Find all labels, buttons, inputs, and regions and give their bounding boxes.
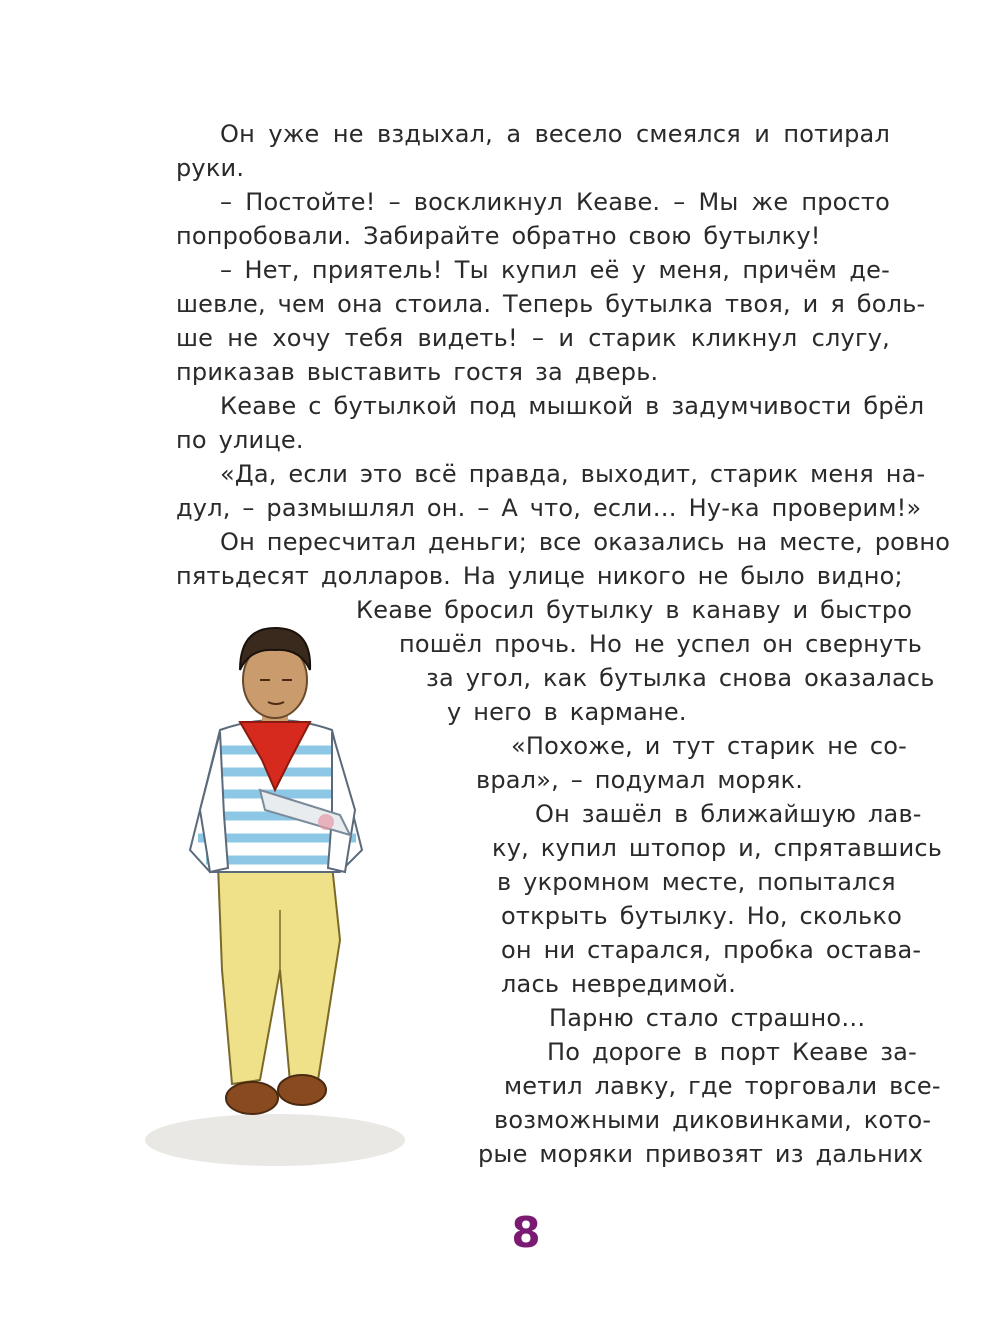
text-line: «Да, если это всё правда, выходит, старик меня на- xyxy=(220,460,926,488)
text-line: ку, купил штопор и, спрятавшись xyxy=(492,834,943,862)
text-line: попробовали. Забирайте обратно свою бутылку! xyxy=(176,222,821,250)
text-line: руки. xyxy=(176,154,245,182)
text-line: он ни старался, пробка остава- xyxy=(501,936,922,964)
text-line: Он пересчитал деньги; все оказались на месте, ровно xyxy=(220,528,951,556)
text-line: – Нет, приятель! Ты купил её у меня, причём де- xyxy=(220,256,890,284)
text-line: врал», – подумал моряк. xyxy=(476,766,804,794)
text-line: Кеаве с бутылкой под мышкой в задумчивости брёл xyxy=(220,392,925,420)
text-line: за угол, как бутылка снова оказалась xyxy=(426,664,935,692)
text-line: дул, – размышлял он. – А что, если… Ну-ка проверим!» xyxy=(176,494,922,522)
text-line: ше не хочу тебя видеть! – и старик кликнул слугу, xyxy=(176,324,890,352)
text-line: Он уже не вздыхал, а весело смеялся и потирал xyxy=(220,120,890,148)
page-number: 8 xyxy=(511,1208,541,1257)
text-line: у него в кармане. xyxy=(447,698,687,726)
text-line: пятьдесят долларов. На улице никого не было видно; xyxy=(176,562,903,590)
text-line: метил лавку, где торговали все- xyxy=(504,1072,941,1100)
text-line: «Похоже, и тут старик не со- xyxy=(511,732,908,760)
text-line: открыть бутылку. Но, сколько xyxy=(501,902,902,930)
text-line: по улице. xyxy=(176,426,304,454)
text-line: – Постойте! – воскликнул Кеаве. – Мы же просто xyxy=(220,188,890,216)
text-line: Он зашёл в ближайшую лав- xyxy=(535,800,922,828)
text-line: шевле, чем она стоила. Теперь бутылка твоя, и я боль- xyxy=(176,290,926,318)
text-line: рые моряки привозят из дальних xyxy=(478,1140,924,1168)
text-line: Парню стало страшно… xyxy=(549,1004,866,1032)
text-line: пошёл прочь. Но не успел он свернуть xyxy=(399,630,923,658)
text-line: возможными диковинками, кото- xyxy=(494,1106,932,1134)
sailor-illustration xyxy=(140,610,410,1170)
text-line: приказав выставить гостя за дверь. xyxy=(176,358,659,386)
text-line: в укромном месте, попытался xyxy=(497,868,896,896)
text-line: Кеаве бросил бутылку в канаву и быстро xyxy=(356,596,913,624)
text-line: лась невредимой. xyxy=(501,970,737,998)
text-line: По дороге в порт Кеаве за- xyxy=(547,1038,917,1066)
